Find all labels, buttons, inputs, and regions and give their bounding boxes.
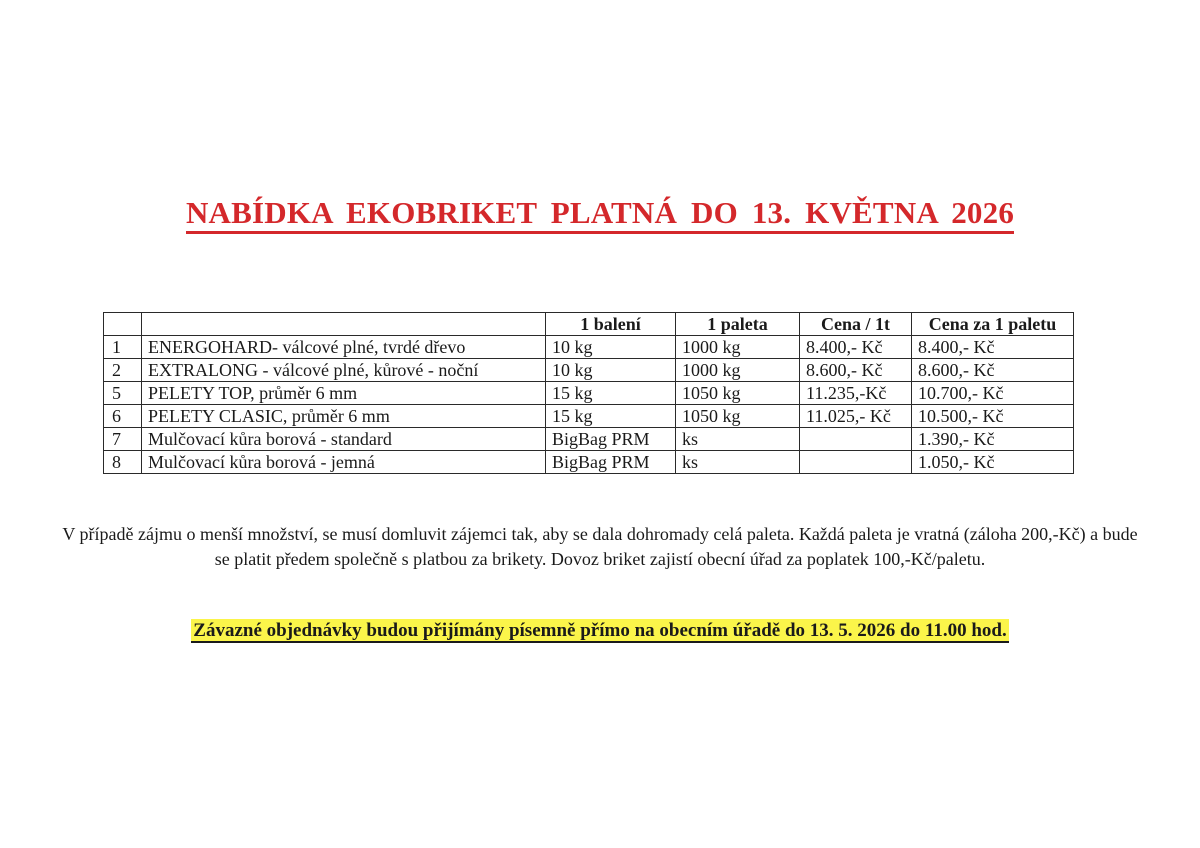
row-price-ton: 11.235,-Kč: [800, 382, 912, 405]
row-index: 5: [104, 382, 142, 405]
table-row: [104, 382, 1074, 405]
row-price-pallet: 1.050,- Kč: [912, 451, 1074, 474]
row-product: PELETY TOP, průměr 6 mm: [142, 382, 546, 405]
row-package: 15 kg: [546, 405, 676, 428]
row-price-ton: [800, 428, 912, 451]
header-cell-price-ton: Cena / 1t: [800, 313, 912, 336]
row-package: 10 kg: [546, 359, 676, 382]
row-pallet: 1000 kg: [676, 359, 800, 382]
row-index: 1: [104, 336, 142, 359]
row-index: 2: [104, 359, 142, 382]
row-price-ton: 8.600,- Kč: [800, 359, 912, 382]
row-price-pallet: 1.390,- Kč: [912, 428, 1074, 451]
row-pallet: ks: [676, 428, 800, 451]
order-deadline: [0, 620, 1200, 642]
header-cell-index: [104, 313, 142, 336]
row-price-pallet: 10.500,- Kč: [912, 405, 1074, 428]
row-product: ENERGOHARD- válcové plné, tvrdé dřevo: [142, 336, 546, 359]
row-price-ton: 8.400,- Kč: [800, 336, 912, 359]
row-package: BigBag PRM: [546, 428, 676, 451]
offer-title-text: NABÍDKA EKOBRIKET PLATNÁ DO 13. KVĚTNA 2026: [186, 195, 1014, 234]
row-product: EXTRALONG - válcové plné, kůrové - noční: [142, 359, 546, 382]
row-package: BigBag PRM: [546, 451, 676, 474]
table-row: [104, 428, 1074, 451]
header-cell-price-pallet: Cena za 1 paletu: [912, 313, 1074, 336]
row-pallet: 1000 kg: [676, 336, 800, 359]
row-index: 6: [104, 405, 142, 428]
table-row: [104, 359, 1074, 382]
row-price-pallet: 10.700,- Kč: [912, 382, 1074, 405]
row-price-pallet: 8.600,- Kč: [912, 359, 1074, 382]
row-price-pallet: 8.400,- Kč: [912, 336, 1074, 359]
order-deadline-text: Závazné objednávky budou přijímány písemně přímo na obecním úřadě do 13. 5. 2026 do 11.00 hod.: [193, 620, 1007, 641]
header-cell-package: 1 balení: [546, 313, 676, 336]
table-row: [104, 405, 1074, 428]
row-package: 15 kg: [546, 382, 676, 405]
row-index: 7: [104, 428, 142, 451]
table-row: [104, 451, 1074, 474]
row-index: 8: [104, 451, 142, 474]
row-package: 10 kg: [546, 336, 676, 359]
header-cell-pallet: 1 paleta: [676, 313, 800, 336]
row-price-ton: [800, 451, 912, 474]
row-pallet: 1050 kg: [676, 405, 800, 428]
row-product: PELETY CLASIC, průměr 6 mm: [142, 405, 546, 428]
table-row: [104, 336, 1074, 359]
row-pallet: ks: [676, 451, 800, 474]
table-header-row: [104, 313, 1074, 336]
row-product: Mulčovací kůra borová - standard: [142, 428, 546, 451]
row-product: Mulčovací kůra borová - jemná: [142, 451, 546, 474]
pallet-note: V případě zájmu o menší množství, se musí domluvit zájemci tak, aby se dala dohromady celá paleta. Každá paleta je vratná (záloha 200,-Kč) a bude se platit předem společně s platbou za brikety. Dovoz briket zajistí obecní úřad za poplatek 100,-Kč/paletu.: [62, 524, 1138, 569]
offer-title: [0, 195, 1200, 231]
row-price-ton: 11.025,- Kč: [800, 405, 912, 428]
header-cell-product: [142, 313, 546, 336]
row-pallet: 1050 kg: [676, 382, 800, 405]
price-table: [103, 312, 1074, 474]
